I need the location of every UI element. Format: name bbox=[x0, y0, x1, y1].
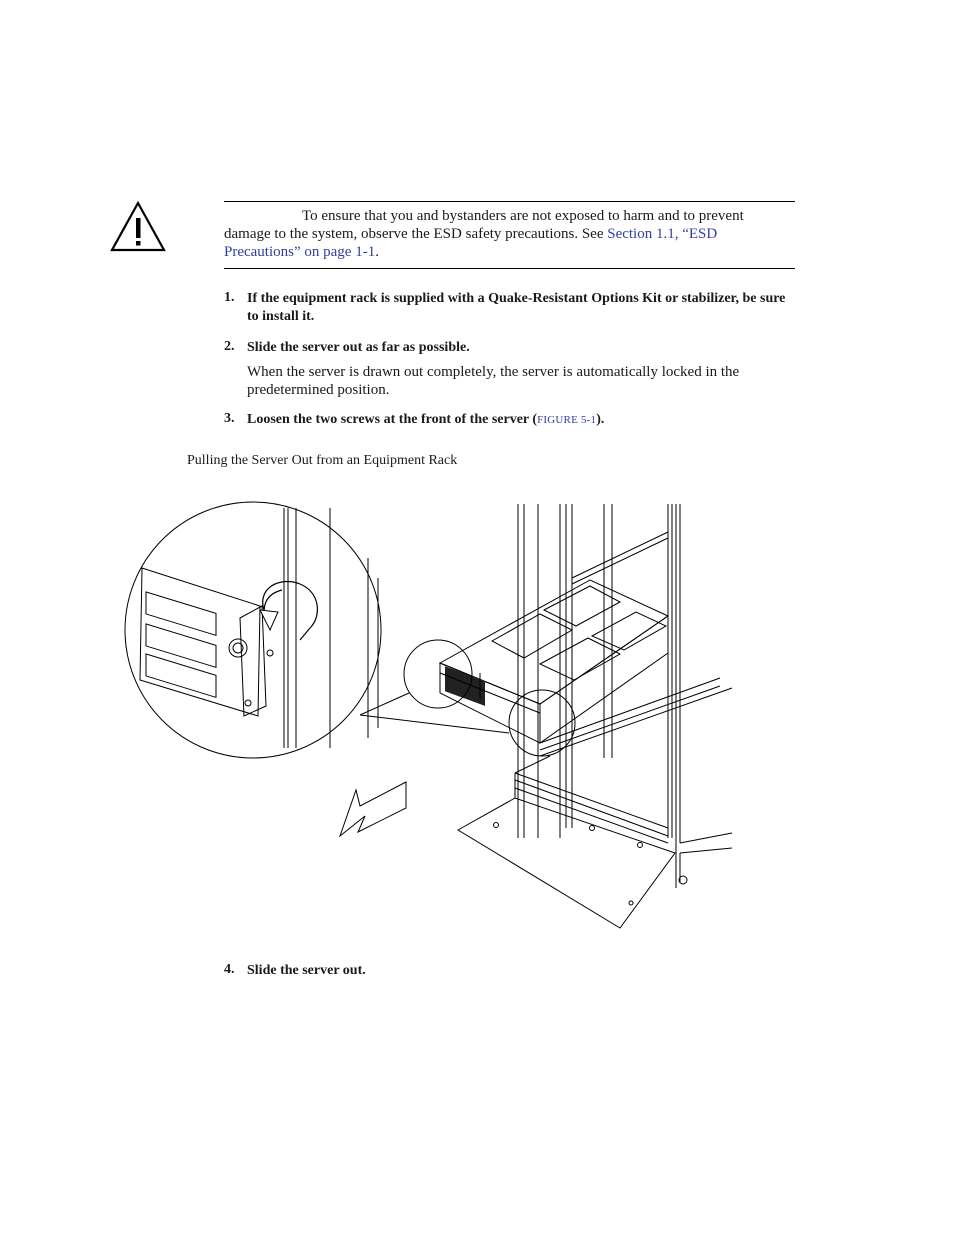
zoom-detail bbox=[125, 502, 381, 758]
step-3-number: 3. bbox=[224, 411, 235, 426]
slide-rails bbox=[515, 678, 732, 843]
step-4-text: Slide the server out. bbox=[247, 963, 366, 978]
caution-top-rule bbox=[224, 201, 795, 202]
figure-caption: Pulling the Server Out from an Equipment Rack bbox=[187, 453, 458, 468]
step-2-number: 2. bbox=[224, 339, 235, 354]
step-1-text: If the equipment rack is supplied with a Quake-Resistant Options Kit or stabilizer, be sure to install it. bbox=[247, 291, 786, 324]
server-rack-illustration bbox=[120, 498, 740, 933]
caution-bottom-rule bbox=[224, 268, 795, 269]
caution-triangle-icon bbox=[110, 200, 166, 252]
esd-precautions-link[interactable]: Section 1.1, “ESD Precautions” on page 1-1 bbox=[224, 226, 718, 260]
step-2-text: Slide the server out as far as possible. bbox=[247, 340, 470, 355]
caution-body: To ensure that you and bystanders are not exposed to harm and to prevent damage to the system, observe the ESD safety precautions. See bbox=[224, 208, 744, 242]
server-chassis bbox=[440, 580, 668, 743]
caution-text: To ensure that you and bystanders are not exposed to harm and to prevent damage to the system, observe the ESD safety precautions. See Section 1.1, “ESD Precautions” on page 1-1. bbox=[224, 208, 744, 260]
step-4-number: 4. bbox=[224, 962, 235, 977]
rack-frame bbox=[518, 504, 732, 888]
pull-out-arrow bbox=[340, 782, 406, 836]
step-1-number: 1. bbox=[224, 290, 235, 305]
step-3-text: Loosen the two screws at the front of the server (FIGURE 5-1). bbox=[247, 412, 605, 427]
step-2-body: When the server is drawn out completely, the server is automatically locked in the predetermined position. bbox=[247, 364, 740, 398]
figure-5-1-link[interactable]: FIGURE 5-1 bbox=[537, 414, 597, 426]
detail-circle-right bbox=[509, 690, 575, 756]
